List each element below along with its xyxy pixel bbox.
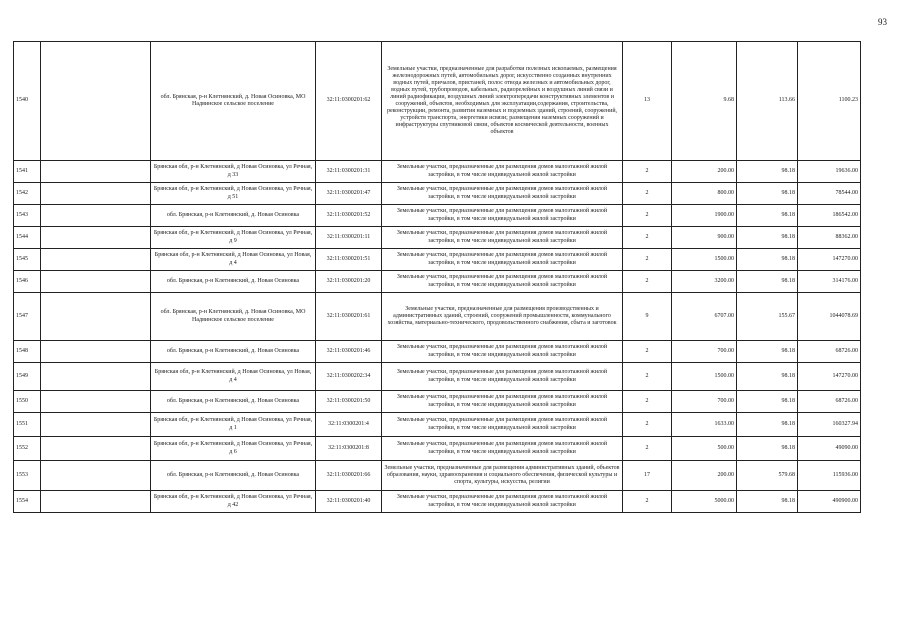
permitted-use-cell: Земельные участки, предназначенные для размещения административных зданий, объектов образования, науки, здравоохранения и социального обеспечения, физической культуры и спорта, культуры, искусства, религии — [382, 461, 623, 491]
category-code-cell: 2 — [623, 183, 672, 205]
cadastral-value-cell: 19636.00 — [798, 161, 861, 183]
permitted-use-cell: Земельные участки, предназначенные для размещения домов малоэтажной жилой застройки, в том числе индивидуальной жилой застройки — [382, 227, 623, 249]
blank-cell — [41, 183, 151, 205]
address-cell: обл. Брянская, р-н Клетнянский, д. Новая Осиновка — [151, 205, 316, 227]
cadastral-number-cell: 32:11:0300201:11 — [316, 227, 382, 249]
area-cell: 5000.00 — [672, 491, 737, 513]
permitted-use-cell: Земельные участки, предназначенные для размещения домов малоэтажной жилой застройки, в том числе индивидуальной жилой застройки — [382, 249, 623, 271]
blank-cell — [41, 461, 151, 491]
area-cell: 700.00 — [672, 341, 737, 363]
cadastral-number-cell: 32:11:0300201:47 — [316, 183, 382, 205]
address-cell: Брянская обл, р-н Клетнянский, д Новая Осиновка, ул Новая, д 4 — [151, 249, 316, 271]
area-cell: 900.00 — [672, 227, 737, 249]
row-number: 1546 — [14, 271, 41, 293]
category-code-cell: 2 — [623, 391, 672, 413]
cadastral-value-cell: 160327.94 — [798, 413, 861, 437]
row-number: 1549 — [14, 363, 41, 391]
address-cell: Брянская обл, р-н Клетнянский, д Новая Осиновка, ул Речная, д 51 — [151, 183, 316, 205]
address-cell: Брянская обл, р-н Клетнянский, д Новая Осиновка, ул Речная, д 33 — [151, 161, 316, 183]
area-cell: 200.00 — [672, 461, 737, 491]
row-number: 1543 — [14, 205, 41, 227]
specific-value-cell: 113.66 — [737, 42, 798, 161]
table-row — [14, 391, 861, 413]
area-cell: 9.68 — [672, 42, 737, 161]
cadastral-value-cell: 68726.00 — [798, 391, 861, 413]
blank-cell — [41, 391, 151, 413]
blank-cell — [41, 42, 151, 161]
table-row — [14, 42, 861, 161]
address-cell: обл. Брянская, р-н Клетнянский, д. Новая Осиновка — [151, 391, 316, 413]
cadastral-value-cell: 1044078.69 — [798, 293, 861, 341]
row-number: 1548 — [14, 341, 41, 363]
cadastral-value-cell: 78544.00 — [798, 183, 861, 205]
table-body — [14, 42, 861, 513]
cadastral-value-cell: 186542.00 — [798, 205, 861, 227]
category-code-cell: 17 — [623, 461, 672, 491]
cadastral-number-cell: 32:11:0300201:62 — [316, 42, 382, 161]
permitted-use-cell: Земельные участки, предназначенные для размещения домов малоэтажной жилой застройки, в том числе индивидуальной жилой застройки — [382, 413, 623, 437]
blank-cell — [41, 161, 151, 183]
land-parcel-table — [13, 41, 861, 513]
cadastral-value-cell: 490900.00 — [798, 491, 861, 513]
specific-value-cell: 98.18 — [737, 161, 798, 183]
row-number: 1550 — [14, 391, 41, 413]
blank-cell — [41, 249, 151, 271]
address-cell: обл. Брянская, р-н Клетнянский, д. Новая Осиновка — [151, 461, 316, 491]
table-row — [14, 271, 861, 293]
row-number: 1542 — [14, 183, 41, 205]
table-row — [14, 341, 861, 363]
permitted-use-cell: Земельные участки, предназначенные для разработки полезных ископаемых, размещения железнодорожных путей, автомобильных дорог, искусственно созданных внутренних водных путей, причалов, пристаней, полос отвода железных и автомобильных дорог, водных путей, трубопроводов, кабельных, радиорелейных и воздушных линий связи и линий радиофикации, воздушных линий электропередачи конструктивных элементов и сооружений, объектов, необходимых для эксплуатации,содержания, строительства, реконструкции, ремонта, развития наземных и подземных зданий, строений, сооружений, устройств транспорта, энергетики исвязи; размещения наземных сооружений и инфраструктуры спутниковой связи, объектов космической деятельности, военных объектов — [382, 42, 623, 161]
blank-cell — [41, 437, 151, 461]
cadastral-number-cell: 32:11:0300201:61 — [316, 293, 382, 341]
specific-value-cell: 98.18 — [737, 391, 798, 413]
blank-cell — [41, 363, 151, 391]
cadastral-value-cell: 68726.00 — [798, 341, 861, 363]
address-cell: Брянская обл, р-н Клетнянский, д Новая Осиновка, ул Новая, д 4 — [151, 363, 316, 391]
permitted-use-cell: Земельные участки, предназначенные для размещения домов малоэтажной жилой застройки, в том числе индивидуальной жилой застройки — [382, 161, 623, 183]
table-row — [14, 227, 861, 249]
specific-value-cell: 98.18 — [737, 413, 798, 437]
cadastral-value-cell: 147270.00 — [798, 249, 861, 271]
category-code-cell: 2 — [623, 413, 672, 437]
permitted-use-cell: Земельные участки, предназначенные для размещения производственных и административных зданий, строений, сооружений промышленности, коммунального хозяйства, материально-технического, продовольственного снабжения, сбыта и заготовок — [382, 293, 623, 341]
row-number: 1545 — [14, 249, 41, 271]
address-cell: Брянская обл, р-н Клетнянский, д Новая Осиновка, ул Речная, д 42 — [151, 491, 316, 513]
address-cell: Брянская обл, р-н Клетнянский, д Новая Осиновка, ул Речная, д 9 — [151, 227, 316, 249]
area-cell: 700.00 — [672, 391, 737, 413]
category-code-cell: 2 — [623, 249, 672, 271]
page-number: 93 — [878, 17, 887, 27]
category-code-cell: 2 — [623, 271, 672, 293]
category-code-cell: 2 — [623, 437, 672, 461]
row-number: 1553 — [14, 461, 41, 491]
permitted-use-cell: Земельные участки, предназначенные для размещения домов малоэтажной жилой застройки, в том числе индивидуальной жилой застройки — [382, 363, 623, 391]
category-code-cell: 2 — [623, 341, 672, 363]
cadastral-value-cell: 49090.00 — [798, 437, 861, 461]
table-row — [14, 461, 861, 491]
category-code-cell: 2 — [623, 161, 672, 183]
permitted-use-cell: Земельные участки, предназначенные для размещения домов малоэтажной жилой застройки, в том числе индивидуальной жилой застройки — [382, 341, 623, 363]
category-code-cell: 9 — [623, 293, 672, 341]
table-row — [14, 249, 861, 271]
cadastral-number-cell: 32:11:0300201:50 — [316, 391, 382, 413]
permitted-use-cell: Земельные участки, предназначенные для размещения домов малоэтажной жилой застройки, в том числе индивидуальной жилой застройки — [382, 491, 623, 513]
cadastral-value-cell: 147270.00 — [798, 363, 861, 391]
specific-value-cell: 579.68 — [737, 461, 798, 491]
cadastral-number-cell: 32:11:0300201:52 — [316, 205, 382, 227]
address-cell: обл. Брянская, р-н Клетнянский, д. Новая Осиновка — [151, 341, 316, 363]
permitted-use-cell: Земельные участки, предназначенные для размещения домов малоэтажной жилой застройки, в том числе индивидуальной жилой застройки — [382, 271, 623, 293]
row-number: 1547 — [14, 293, 41, 341]
table-row — [14, 205, 861, 227]
cadastral-number-cell: 32:11:0300202:34 — [316, 363, 382, 391]
cadastral-number-cell: 32:11:0300201:40 — [316, 491, 382, 513]
address-cell: обл. Брянская, р-н Клетнянский, д. Новая Осиновка, МО Надвинское сельское поселение — [151, 42, 316, 161]
cadastral-number-cell: 32:11:0300201:31 — [316, 161, 382, 183]
table-row — [14, 363, 861, 391]
address-cell: обл. Брянская, р-н Клетнянский, д. Новая Осиновка, МО Надвинское сельское поселение — [151, 293, 316, 341]
table-row — [14, 413, 861, 437]
area-cell: 6707.00 — [672, 293, 737, 341]
category-code-cell: 13 — [623, 42, 672, 161]
cadastral-value-cell: 314176.00 — [798, 271, 861, 293]
area-cell: 1500.00 — [672, 249, 737, 271]
specific-value-cell: 98.18 — [737, 491, 798, 513]
cadastral-number-cell: 32:11:0300201:51 — [316, 249, 382, 271]
permitted-use-cell: Земельные участки, предназначенные для размещения домов малоэтажной жилой застройки, в том числе индивидуальной жилой застройки — [382, 391, 623, 413]
specific-value-cell: 98.18 — [737, 227, 798, 249]
row-number: 1551 — [14, 413, 41, 437]
permitted-use-cell: Земельные участки, предназначенные для размещения домов малоэтажной жилой застройки, в том числе индивидуальной жилой застройки — [382, 437, 623, 461]
cadastral-number-cell: 32:11:0300201:4 — [316, 413, 382, 437]
specific-value-cell: 98.18 — [737, 205, 798, 227]
category-code-cell: 2 — [623, 227, 672, 249]
address-cell: Брянская обл, р-н Клетнянский, д Новая Осиновка, ул Речная, д 6 — [151, 437, 316, 461]
category-code-cell: 2 — [623, 491, 672, 513]
area-cell: 800.00 — [672, 183, 737, 205]
specific-value-cell: 98.18 — [737, 183, 798, 205]
category-code-cell: 2 — [623, 363, 672, 391]
area-cell: 3200.00 — [672, 271, 737, 293]
area-cell: 1500.00 — [672, 363, 737, 391]
address-cell: Брянская обл, р-н Клетнянский, д Новая Осиновка, ул Речная, д 1 — [151, 413, 316, 437]
blank-cell — [41, 293, 151, 341]
area-cell: 500.00 — [672, 437, 737, 461]
table-row — [14, 293, 861, 341]
area-cell: 1633.00 — [672, 413, 737, 437]
specific-value-cell: 98.18 — [737, 271, 798, 293]
specific-value-cell: 155.67 — [737, 293, 798, 341]
table-row — [14, 437, 861, 461]
cadastral-value-cell: 1100.23 — [798, 42, 861, 161]
area-cell: 200.00 — [672, 161, 737, 183]
address-cell: обл. Брянская, р-н Клетнянский, д. Новая Осиновка — [151, 271, 316, 293]
specific-value-cell: 98.18 — [737, 249, 798, 271]
table-row — [14, 491, 861, 513]
category-code-cell: 2 — [623, 205, 672, 227]
blank-cell — [41, 413, 151, 437]
specific-value-cell: 98.18 — [737, 437, 798, 461]
specific-value-cell: 98.18 — [737, 341, 798, 363]
permitted-use-cell: Земельные участки, предназначенные для размещения домов малоэтажной жилой застройки, в том числе индивидуальной жилой застройки — [382, 183, 623, 205]
permitted-use-cell: Земельные участки, предназначенные для размещения домов малоэтажной жилой застройки, в том числе индивидуальной жилой застройки — [382, 205, 623, 227]
table-row — [14, 161, 861, 183]
row-number: 1554 — [14, 491, 41, 513]
row-number: 1541 — [14, 161, 41, 183]
blank-cell — [41, 227, 151, 249]
table-row — [14, 183, 861, 205]
row-number: 1552 — [14, 437, 41, 461]
cadastral-number-cell: 32:11:0300201:66 — [316, 461, 382, 491]
cadastral-number-cell: 32:11:0300201:8 — [316, 437, 382, 461]
area-cell: 1900.00 — [672, 205, 737, 227]
blank-cell — [41, 341, 151, 363]
blank-cell — [41, 205, 151, 227]
cadastral-value-cell: 115936.00 — [798, 461, 861, 491]
blank-cell — [41, 491, 151, 513]
row-number: 1544 — [14, 227, 41, 249]
cadastral-number-cell: 32:11:0300201:46 — [316, 341, 382, 363]
cadastral-value-cell: 88362.00 — [798, 227, 861, 249]
cadastral-number-cell: 32:11:0300201:20 — [316, 271, 382, 293]
specific-value-cell: 98.18 — [737, 363, 798, 391]
blank-cell — [41, 271, 151, 293]
row-number: 1540 — [14, 42, 41, 161]
